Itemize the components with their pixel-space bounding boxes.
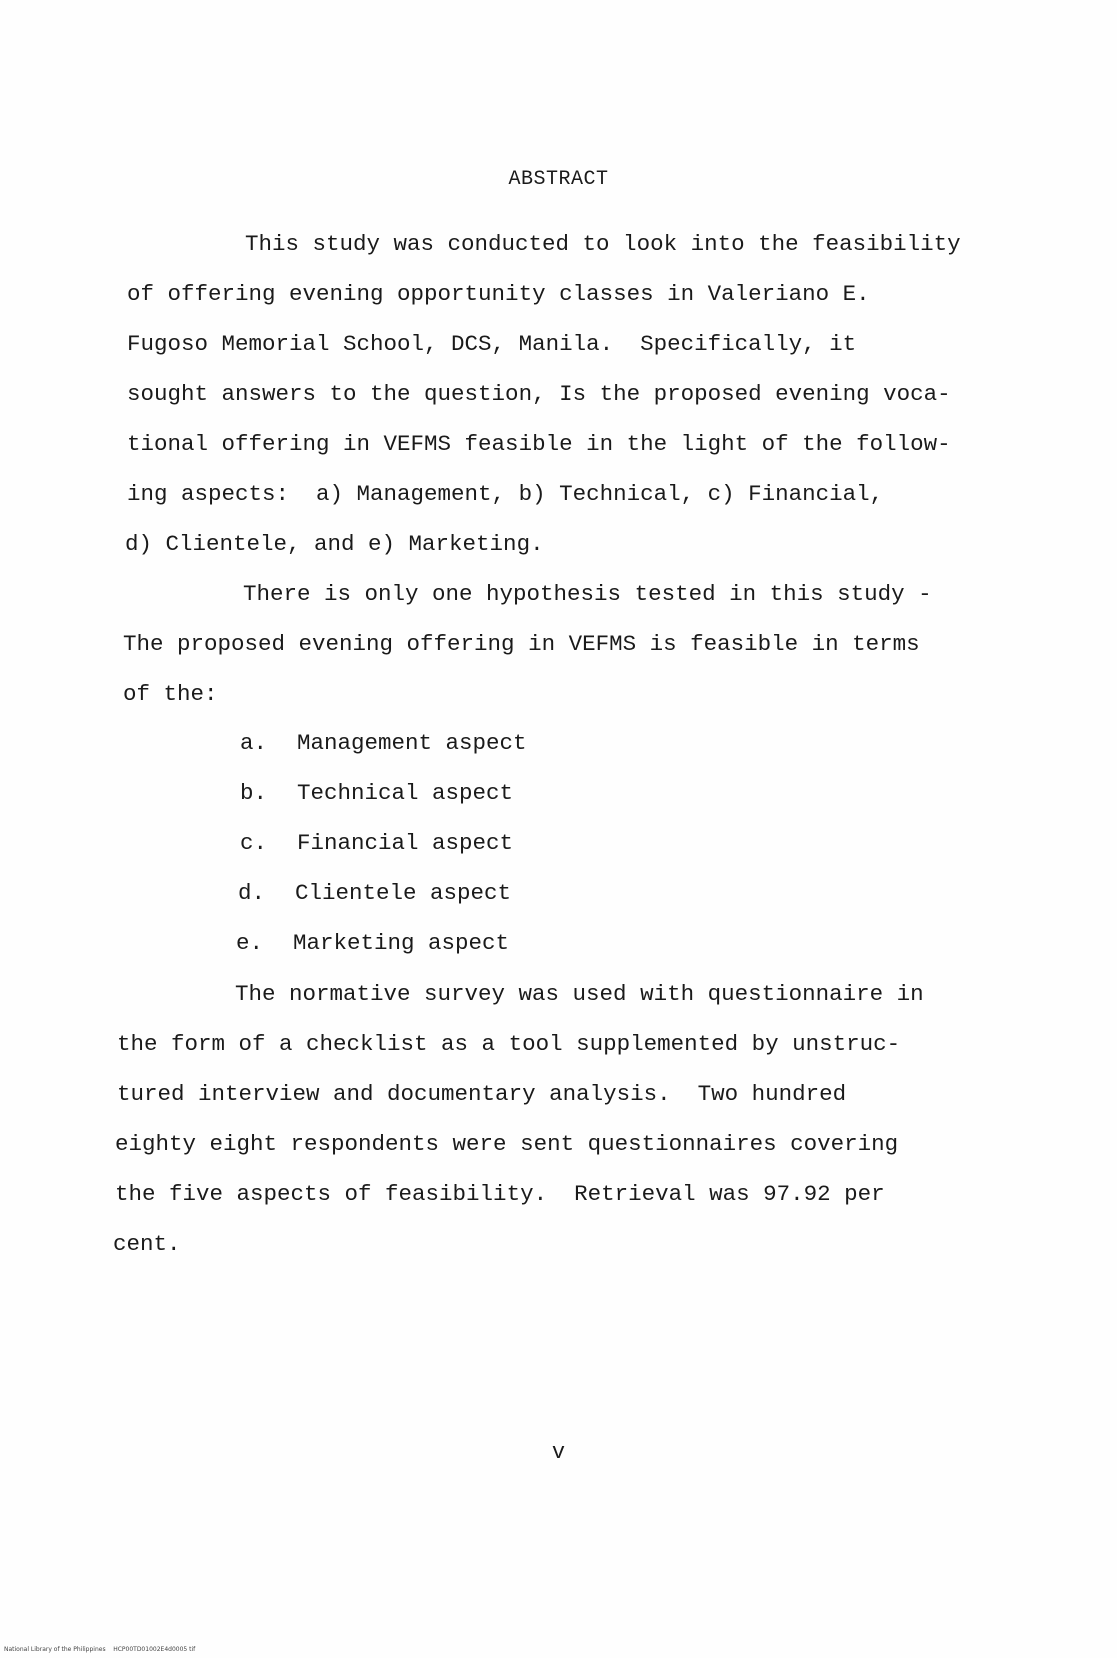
abstract-heading: ABSTRACT: [508, 168, 609, 191]
paragraph-1-line-6: ing aspects: a) Management, b) Technical, c) Financial,: [127, 481, 884, 507]
paragraph-1-line-2: of offering evening opportunity classes in Valeriano E.: [127, 281, 870, 307]
list-item-letter: e.: [236, 930, 264, 956]
list-item-text: Marketing aspect: [293, 930, 510, 956]
list-item-text: Financial aspect: [297, 830, 514, 856]
paragraph-3-line-6: cent.: [113, 1231, 181, 1257]
paragraph-1-line-5: tional offering in VEFMS feasible in the light of the follow-: [127, 431, 951, 457]
paragraph-2-line-2: The proposed evening offering in VEFMS is feasible in terms: [123, 631, 920, 657]
paragraph-2-line-3: of the:: [123, 681, 218, 707]
list-item-letter: b.: [240, 780, 268, 806]
paragraph-1-line-4: sought answers to the question, Is the proposed evening voca-: [127, 381, 951, 407]
scan-footer: National Library of the Philippines HCP00TD01002E4d0005 tif: [4, 1646, 196, 1653]
list-item-letter: a.: [240, 730, 268, 756]
paragraph-3-line-3: tured interview and documentary analysis. Two hundred: [117, 1081, 847, 1107]
list-item-letter: d.: [238, 880, 266, 906]
paragraph-3-line-5: the five aspects of feasibility. Retrieval was 97.92 per: [115, 1181, 885, 1207]
list-item-letter: c.: [240, 830, 268, 856]
paragraph-1-line-1: This study was conducted to look into the feasibility: [245, 231, 961, 257]
paragraph-1-line-3: Fugoso Memorial School, DCS, Manila. Specifically, it: [127, 331, 857, 357]
paragraph-1-line-7: d) Clientele, and e) Marketing.: [125, 531, 544, 557]
list-item-text: Clientele aspect: [295, 880, 512, 906]
list-item-text: Management aspect: [297, 730, 527, 756]
paragraph-3-line-1: The normative survey was used with questionnaire in: [235, 981, 924, 1007]
paragraph-2-line-1: There is only one hypothesis tested in this study -: [243, 581, 932, 607]
paragraph-3-line-2: the form of a checklist as a tool supplemented by unstruc-: [117, 1031, 901, 1057]
paragraph-3-line-4: eighty eight respondents were sent questionnaires covering: [115, 1131, 899, 1157]
list-item-text: Technical aspect: [297, 780, 514, 806]
page-number: v: [551, 1440, 566, 1465]
